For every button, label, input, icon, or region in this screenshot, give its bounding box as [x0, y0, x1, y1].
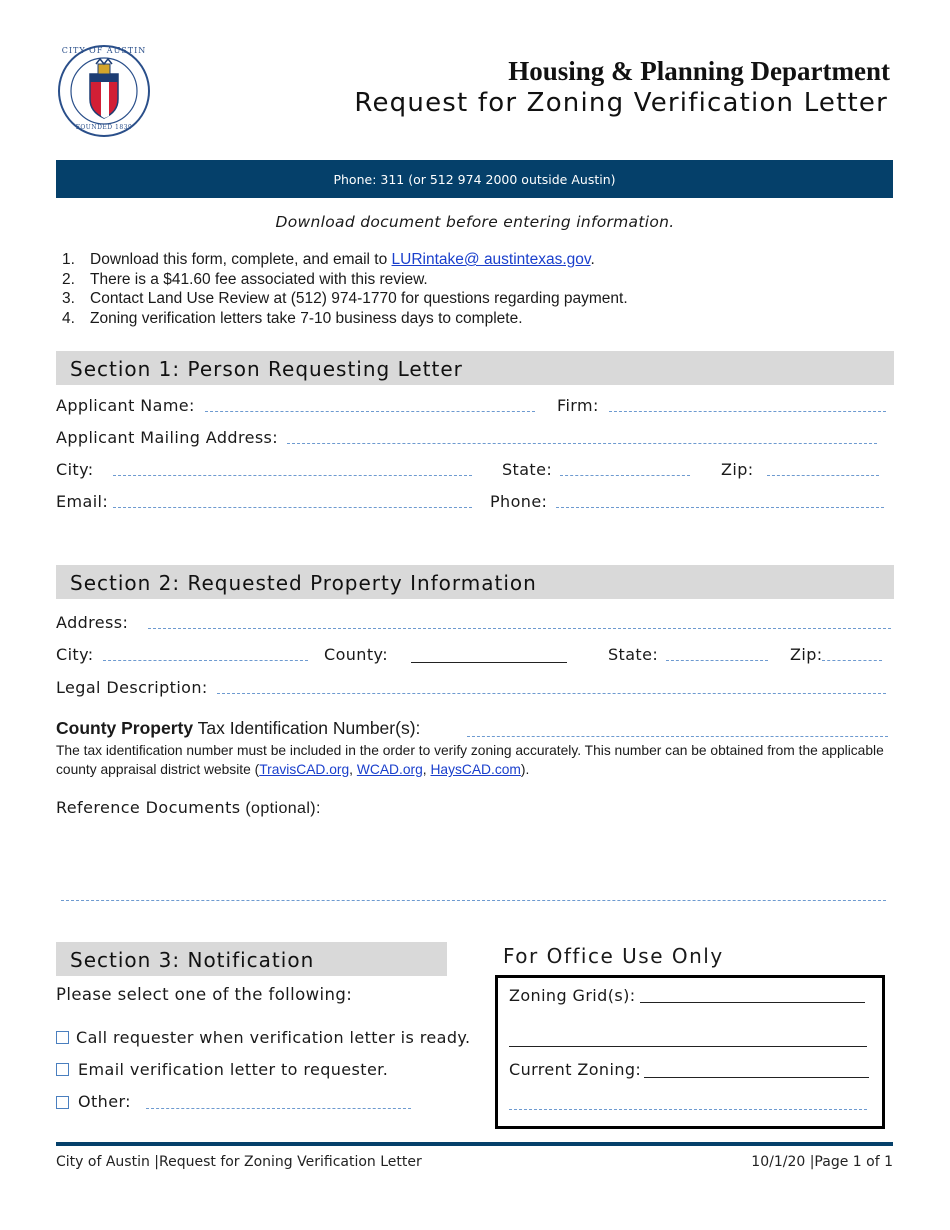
applicant-city-label: City:: [56, 460, 94, 479]
property-state-field[interactable]: [666, 660, 768, 661]
reference-docs-field[interactable]: [61, 900, 886, 901]
property-zip-label: Zip:: [790, 645, 823, 664]
list-item: 1. Download this form, complete, and email to LURintake@ austintexas.gov.: [62, 251, 595, 268]
other-checkbox[interactable]: [56, 1096, 69, 1109]
section3-header: Section 3: Notification: [56, 942, 447, 976]
mailing-address-field[interactable]: [287, 443, 877, 444]
email-letter-checkbox[interactable]: [56, 1063, 69, 1076]
list-item: 3. Contact Land Use Review at (512) 974-1770 for questions regarding payment.: [62, 290, 628, 307]
wcad-link[interactable]: WCAD.org: [356, 762, 423, 777]
legal-description-label: Legal Description:: [56, 678, 208, 697]
other-field[interactable]: [146, 1108, 411, 1109]
applicant-phone-label: Phone:: [490, 492, 548, 511]
applicant-name-field[interactable]: [205, 411, 535, 412]
email-letter-label: Email verification letter to requester.: [78, 1060, 389, 1079]
office-use-title: For Office Use Only: [503, 944, 724, 968]
other-label: Other:: [78, 1092, 131, 1111]
property-city-field[interactable]: [103, 660, 308, 661]
hayscad-link[interactable]: HaysCAD.com: [430, 762, 521, 777]
applicant-state-label: State:: [502, 460, 553, 479]
applicant-phone-field[interactable]: [556, 507, 884, 508]
tax-id-note: The tax identification number must be included in the order to verify zoning accurately. This number can be obtained from the applicable county appraisal district website (TravisCAD.org, WCAD.org, HaysCAD.com).: [56, 743, 884, 777]
applicant-email-label: Email:: [56, 492, 109, 511]
call-requester-checkbox[interactable]: [56, 1031, 69, 1044]
property-address-field[interactable]: [148, 628, 891, 629]
applicant-zip-field[interactable]: [767, 475, 879, 476]
list-item: 2. There is a $41.60 fee associated with this review.: [62, 270, 428, 288]
download-note: Download document before entering information.: [275, 213, 675, 231]
phone-banner: Phone: 311 (or 512 974 2000 outside Austin): [56, 160, 893, 198]
property-address-label: Address:: [56, 613, 129, 632]
property-state-label: State:: [608, 645, 659, 664]
seal-text-bottom: FOUNDED 1839: [75, 124, 133, 131]
mailing-address-label: Applicant Mailing Address:: [56, 428, 279, 447]
tax-id-label: County Property Tax Identification Number(s):: [56, 718, 421, 738]
property-city-label: City:: [56, 645, 94, 664]
intake-email-link[interactable]: LURintake@ austintexas.gov: [391, 251, 591, 268]
zoning-grid-label: Zoning Grid(s):: [509, 986, 636, 1005]
zoning-grid-field[interactable]: [640, 1002, 865, 1003]
applicant-name-label: Applicant Name:: [56, 396, 195, 415]
instruction-list: [62, 251, 628, 329]
current-zoning-field[interactable]: [644, 1077, 869, 1078]
section2-header: Section 2: Requested Property Information: [56, 565, 894, 599]
tax-id-field[interactable]: [467, 736, 888, 737]
department-name: Housing & Planning Department: [508, 56, 890, 86]
legal-description-field[interactable]: [217, 693, 886, 694]
seal-text-top: CITY OF AUSTIN: [61, 46, 147, 55]
applicant-email-field[interactable]: [113, 507, 472, 508]
footer-left: City of Austin |Request for Zoning Verification Letter: [56, 1154, 422, 1170]
list-item: 4. Zoning verification letters take 7-10 business days to complete.: [62, 309, 523, 327]
property-zip-field[interactable]: [822, 660, 882, 661]
notification-prompt: Please select one of the following:: [56, 985, 353, 1004]
footer-rule: [56, 1142, 893, 1146]
current-zoning-label: Current Zoning:: [509, 1060, 642, 1079]
property-county-field[interactable]: [411, 662, 567, 663]
traviscad-link[interactable]: TravisCAD.org: [259, 762, 350, 777]
zoning-grid-field-extra[interactable]: [509, 1046, 867, 1047]
firm-field[interactable]: [609, 411, 886, 412]
form-title: Request for Zoning Verification Letter: [354, 88, 888, 118]
applicant-state-field[interactable]: [560, 475, 690, 476]
property-county-label: County:: [324, 645, 389, 664]
applicant-zip-label: Zip:: [721, 460, 754, 479]
section1-header: Section 1: Person Requesting Letter: [56, 351, 894, 385]
applicant-city-field[interactable]: [113, 475, 472, 476]
current-zoning-field-extra[interactable]: [509, 1109, 867, 1110]
reference-docs-label: Reference Documents (optional):: [56, 798, 321, 817]
call-requester-label: Call requester when verification letter is ready.: [76, 1028, 471, 1047]
city-of-austin-seal: [57, 44, 151, 138]
firm-label: Firm:: [557, 396, 599, 415]
footer-page-number: 10/1/20 |Page 1 of 1: [751, 1154, 893, 1170]
